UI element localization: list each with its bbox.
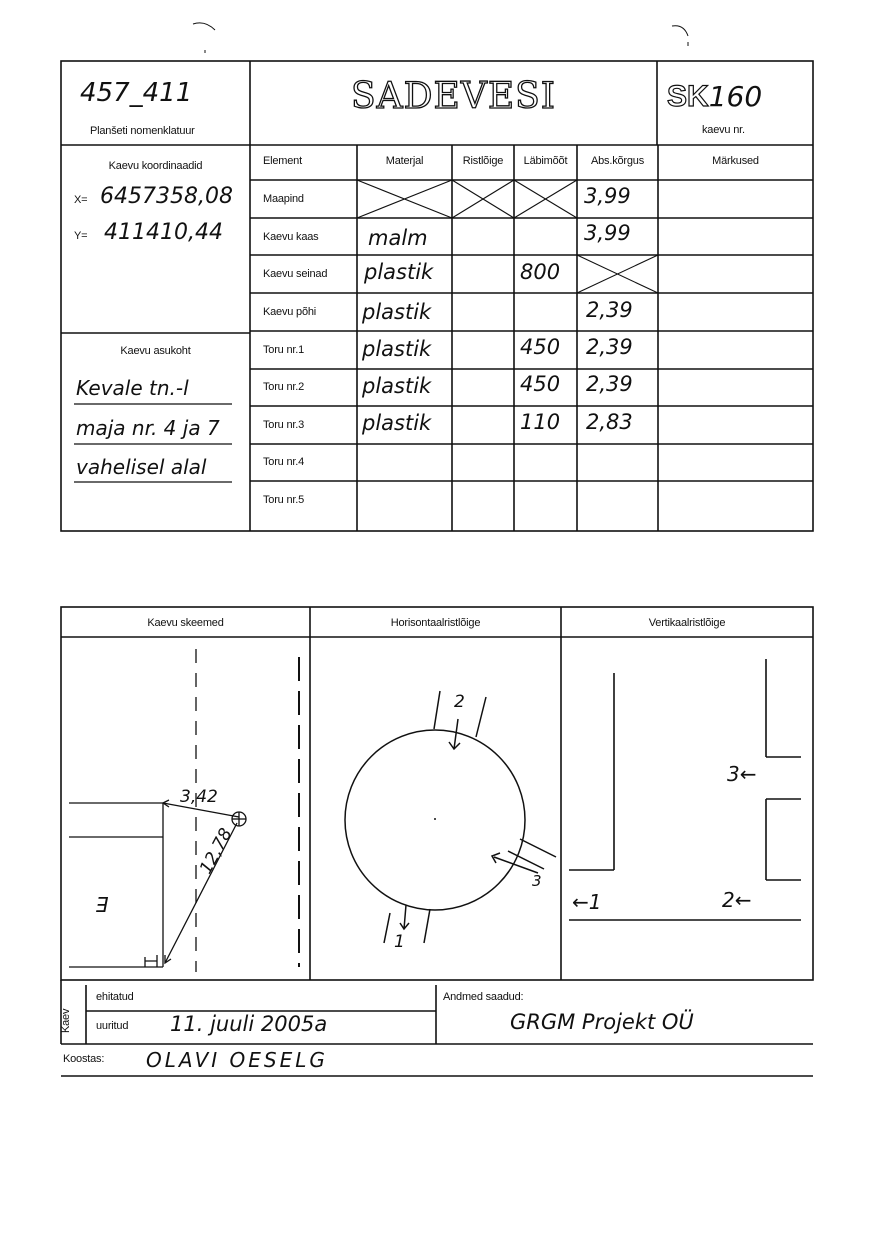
y-label: Y= xyxy=(74,230,88,242)
row-element: Kaevu põhi xyxy=(263,306,317,318)
arrow-label-2: 2← xyxy=(722,888,752,912)
panel-label-vertical: Vertikaalristlõige xyxy=(648,617,726,629)
row-material: plastik xyxy=(362,300,432,324)
row-material: plastik xyxy=(364,260,434,284)
y-value: 411410,44 xyxy=(104,220,223,245)
row-element: Toru nr.4 xyxy=(263,456,305,468)
dimension-label-2: 12,78 xyxy=(196,825,237,878)
row-material: plastik xyxy=(362,411,432,435)
panel-label-schemes: Kaevu skeemed xyxy=(147,617,224,629)
well-label: kaevu nr. xyxy=(702,124,745,136)
row-abs-height: 3,99 xyxy=(584,221,631,245)
well-scheme-sketch xyxy=(61,637,310,980)
row-abs-height: 3,99 xyxy=(584,184,631,208)
arrow-label-3: 3← xyxy=(727,762,757,786)
col-header-notes: Märkused xyxy=(712,155,759,167)
row-abs-height: 2,39 xyxy=(586,335,633,359)
page-title: SADEVESI xyxy=(351,76,556,117)
row-element: Kaevu kaas xyxy=(263,231,319,243)
well-number: 160 xyxy=(708,80,763,113)
nomenclature-value: 457_411 xyxy=(80,78,193,108)
pipe-label-2: 2 xyxy=(454,692,465,712)
dimension-label-1: 3,42 xyxy=(180,787,218,807)
col-header-diameter: Läbimõõt xyxy=(523,155,568,167)
building-mark: E xyxy=(96,892,109,916)
row-material: plastik xyxy=(362,337,432,361)
inspected-value: 11. juuli 2005a xyxy=(170,1012,328,1036)
data-source-label: Andmed saadud: xyxy=(443,991,524,1003)
row-diameter: 800 xyxy=(520,260,561,284)
location-label: Kaevu asukoht xyxy=(120,345,191,357)
coordinates-label: Kaevu koordinaadid xyxy=(108,160,203,172)
col-header-element: Element xyxy=(263,155,302,167)
row-material: plastik xyxy=(362,374,432,398)
row-element: Toru nr.5 xyxy=(263,494,305,506)
inspected-label: uuritud xyxy=(96,1020,129,1032)
panel-label-horizontal: Horisontaalristlõige xyxy=(390,617,481,629)
row-element: Kaevu seinad xyxy=(263,268,328,280)
location-line-2: maja nr. 4 ja 7 xyxy=(76,416,220,440)
location-line-1: Kevale tn.-l xyxy=(76,376,189,400)
nomenclature-label: Planšeti nomenklatuur xyxy=(90,125,195,137)
x-label: X= xyxy=(74,194,88,206)
row-element: Toru nr.3 xyxy=(263,419,305,431)
data-source-value: GRGM Projekt OÜ xyxy=(510,1010,694,1034)
author-label: Koostas: xyxy=(63,1053,105,1065)
row-element: Maapind xyxy=(263,193,304,205)
row-element: Toru nr.2 xyxy=(263,381,305,393)
built-label: ehitatud xyxy=(96,991,134,1003)
row-abs-height: 2,39 xyxy=(586,298,633,322)
well-prefix: SK xyxy=(667,80,709,113)
col-header-material: Materjal xyxy=(385,155,424,167)
row-element: Toru nr.1 xyxy=(263,344,305,356)
row-diameter: 450 xyxy=(520,335,561,359)
row-diameter: 110 xyxy=(520,410,561,434)
horizontal-section-sketch xyxy=(310,637,561,980)
well-id xyxy=(667,80,762,114)
pipe-label-1: 1 xyxy=(394,932,405,952)
row-abs-height: 2,83 xyxy=(586,410,633,434)
pipe-label-3: 3 xyxy=(532,872,542,890)
row-abs-height: 2,39 xyxy=(586,372,633,396)
row-material: malm xyxy=(368,226,428,250)
vertical-section-sketch xyxy=(561,637,813,980)
location-line-3: vahelisel alal xyxy=(76,455,207,479)
arrow-label-1: ←1 xyxy=(572,890,602,914)
author-value: OLAVI OESELG xyxy=(146,1048,328,1072)
row-diameter: 450 xyxy=(520,372,561,396)
col-header-abs-height: Abs.kõrgus xyxy=(590,155,645,167)
col-header-section: Ristlõige xyxy=(462,155,504,167)
footer-side-label: Kaev xyxy=(60,1008,72,1033)
x-value: 6457358,08 xyxy=(100,184,233,209)
